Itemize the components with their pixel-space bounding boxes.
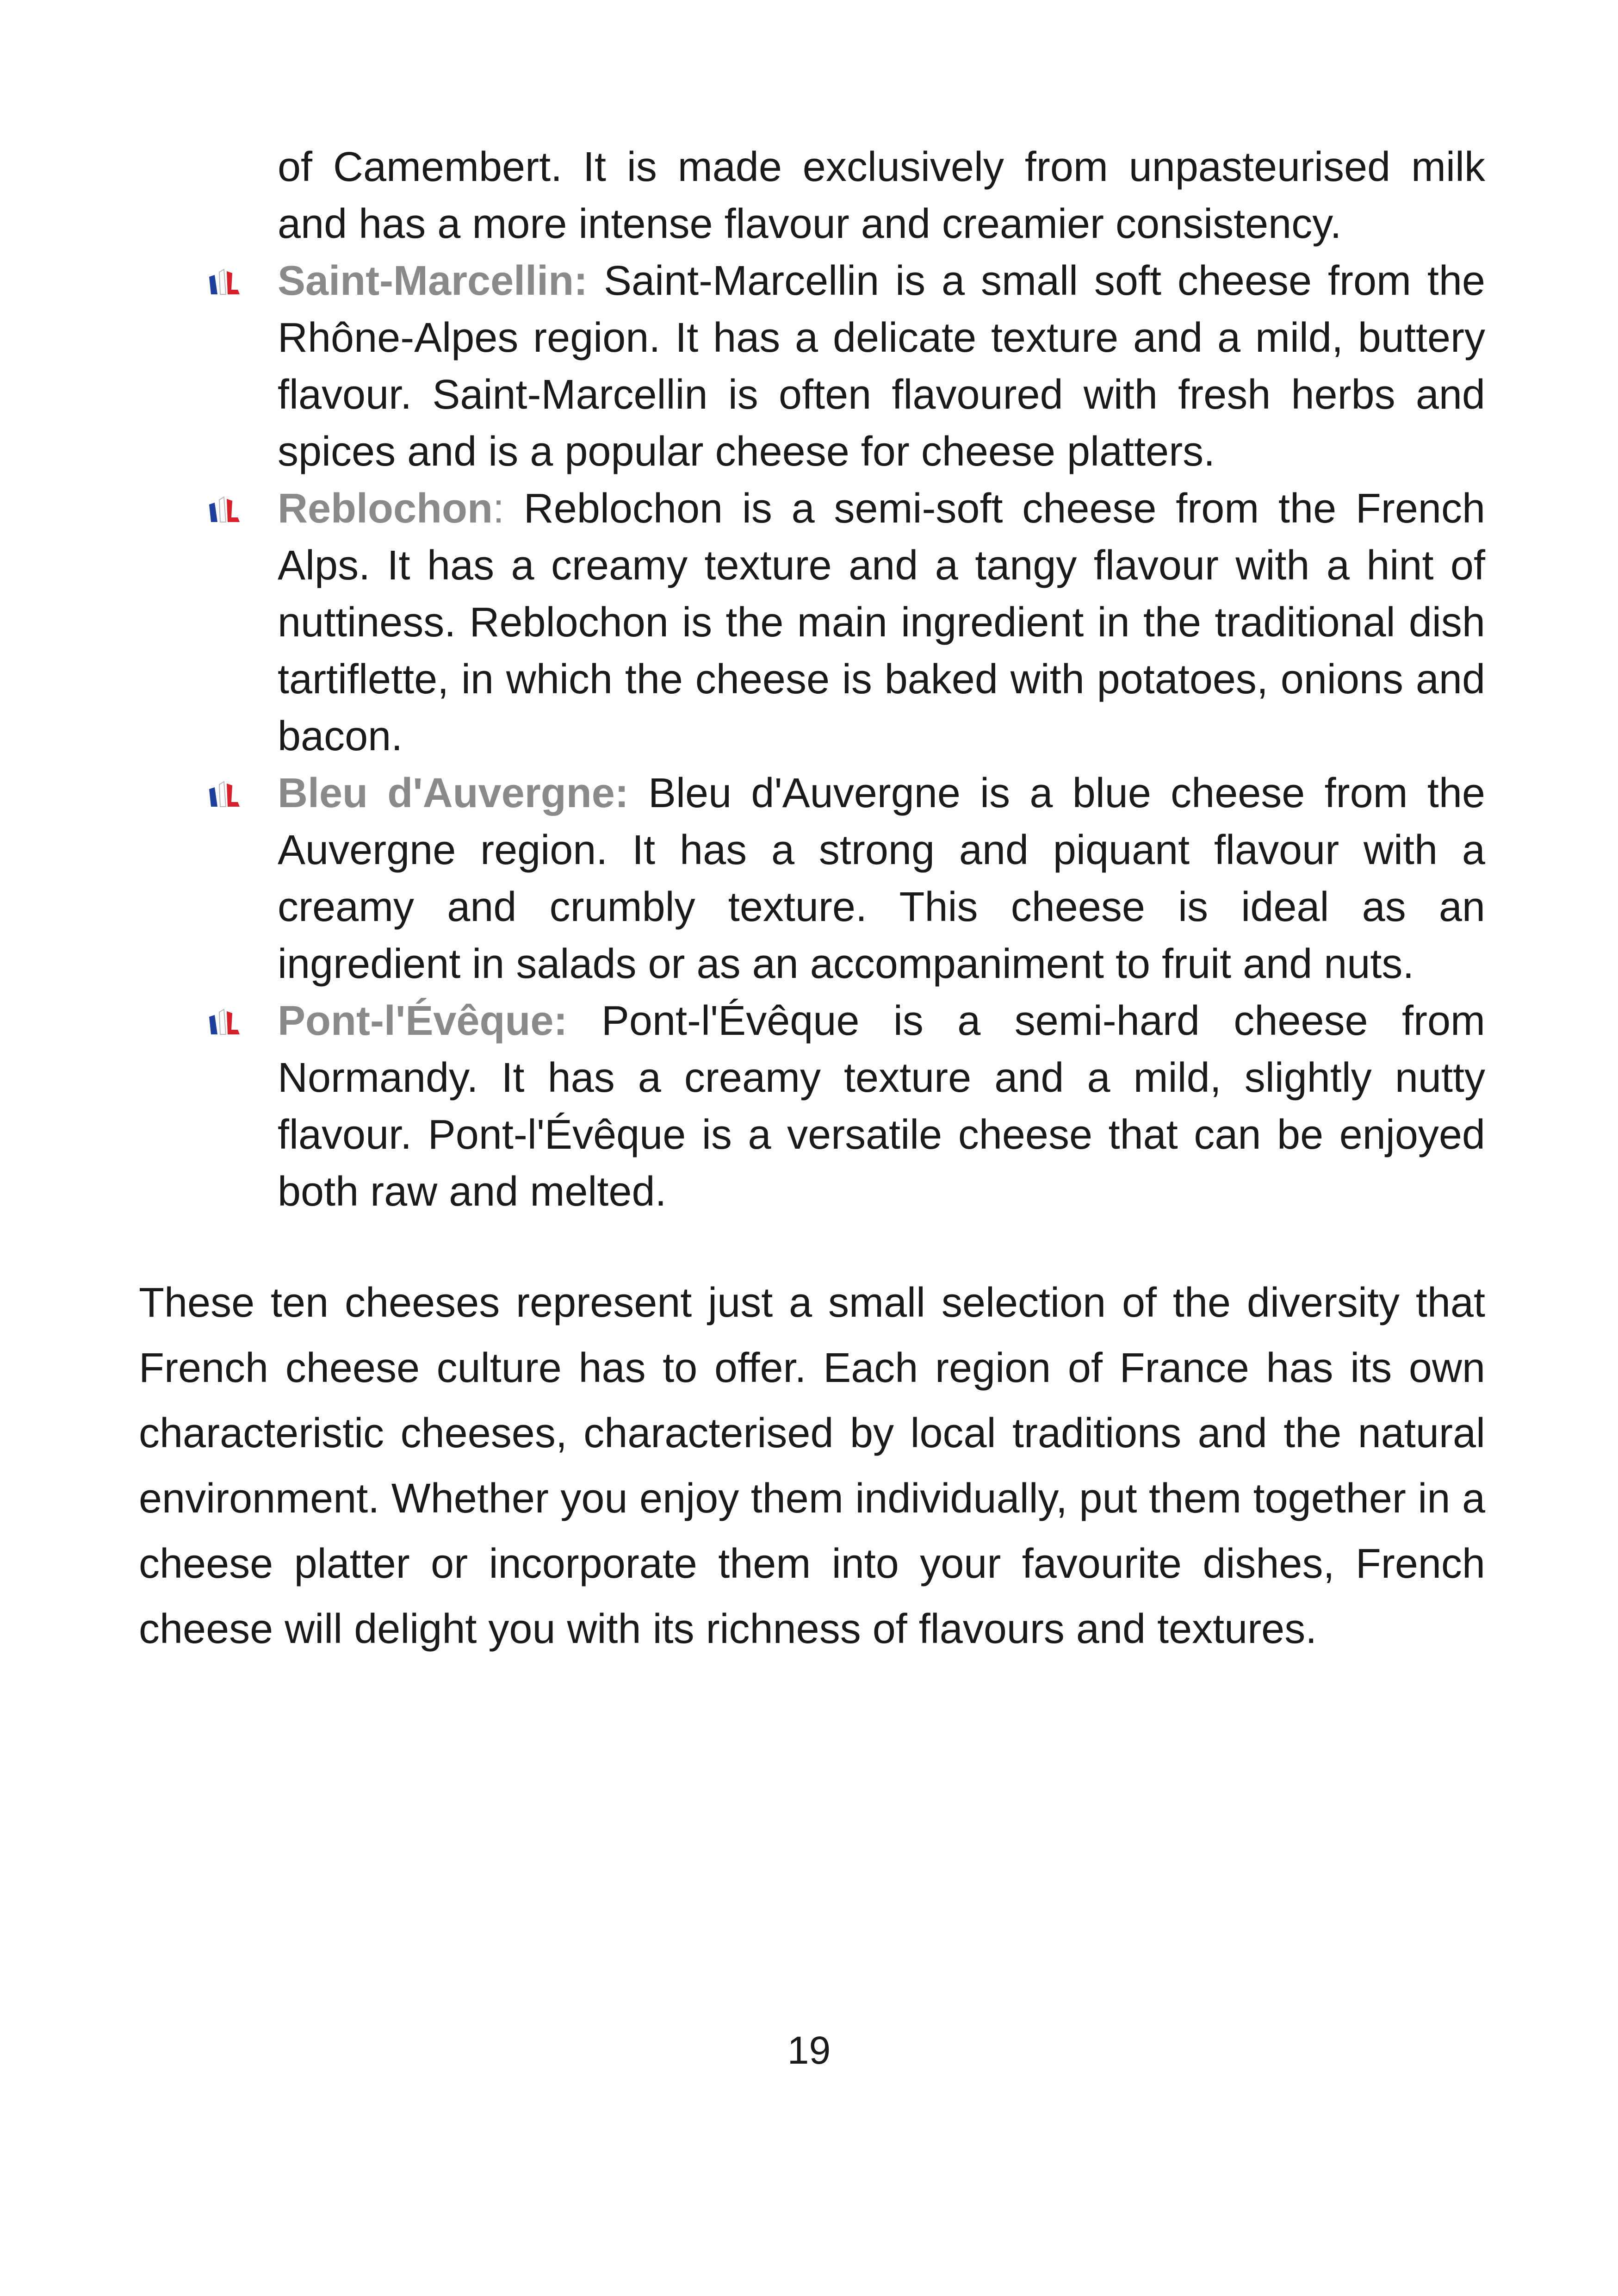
summary-paragraph: These ten cheeses represent just a small selection of the diversity that French cheese culture has to offer. Each region of France has its own characteristic cheeses, characterised by local traditions and the natural environment. Whether you enjoy them individually, put them together in a cheese platter or incorporate them into your favourite dishes, French cheese will delight you with its richness of flavours and textures. [139,1280,1485,1652]
france-flag-icon [207,268,244,295]
term-saint-marcellin: Saint-Marcellin: [278,258,588,304]
list-item-bleu-d-auvergne [204,765,1485,993]
term-separator: : [493,485,505,532]
term-bleu-d-auvergne: Bleu d'Auvergne: [278,770,629,816]
description-reblochon: Reblochon is a semi-soft cheese from the French Alps. It has a creamy texture and a tangy flavour with a hint of nuttiness. Reblochon is the main ingredient in the traditional dish tartiflette, in which the cheese is baked with potatoes, onions and bacon. [278,485,1485,759]
page-number: 19 [787,2028,831,2072]
description-pont-l-eveque: Pont-l'Évêque is a semi-hard cheese from Normandy. It has a creamy texture and a mild, slightly nutty flavour. Pont-l'Évêque is a versatile cheese that can be enjoyed both raw and melted. [278,998,1485,1215]
list-item-saint-marcellin [204,253,1485,480]
term-reblochon: Reblochon [278,485,493,532]
cheese-list [204,139,1485,1220]
france-flag-icon [207,1008,244,1035]
continuation-text: of Camembert. It is made exclusively from unpasteurised milk and has a more intense flavour and creamier consistency. [278,144,1485,247]
list-item-continuation [204,139,1485,253]
list-item-pont-l-eveque [204,993,1485,1220]
list-item-reblochon [204,480,1485,765]
description-bleu-d-auvergne: Bleu d'Auvergne is a blue cheese from the Auvergne region. It has a strong and piquant flavour with a creamy and crumbly texture. This cheese is ideal as an ingredient in salads or as an accompaniment to fruit and nuts. [278,770,1485,987]
term-pont-l-eveque: Pont-l'Évêque: [278,998,568,1044]
france-flag-icon [207,496,244,523]
description-saint-marcellin: Saint-Marcellin is a small soft cheese from the Rhône-Alpes region. It has a delicate texture and a mild, buttery flavour. Saint-Marcellin is often flavoured with fresh herbs and spices and is a popular cheese for cheese platters. [278,258,1485,475]
france-flag-icon [207,781,244,808]
